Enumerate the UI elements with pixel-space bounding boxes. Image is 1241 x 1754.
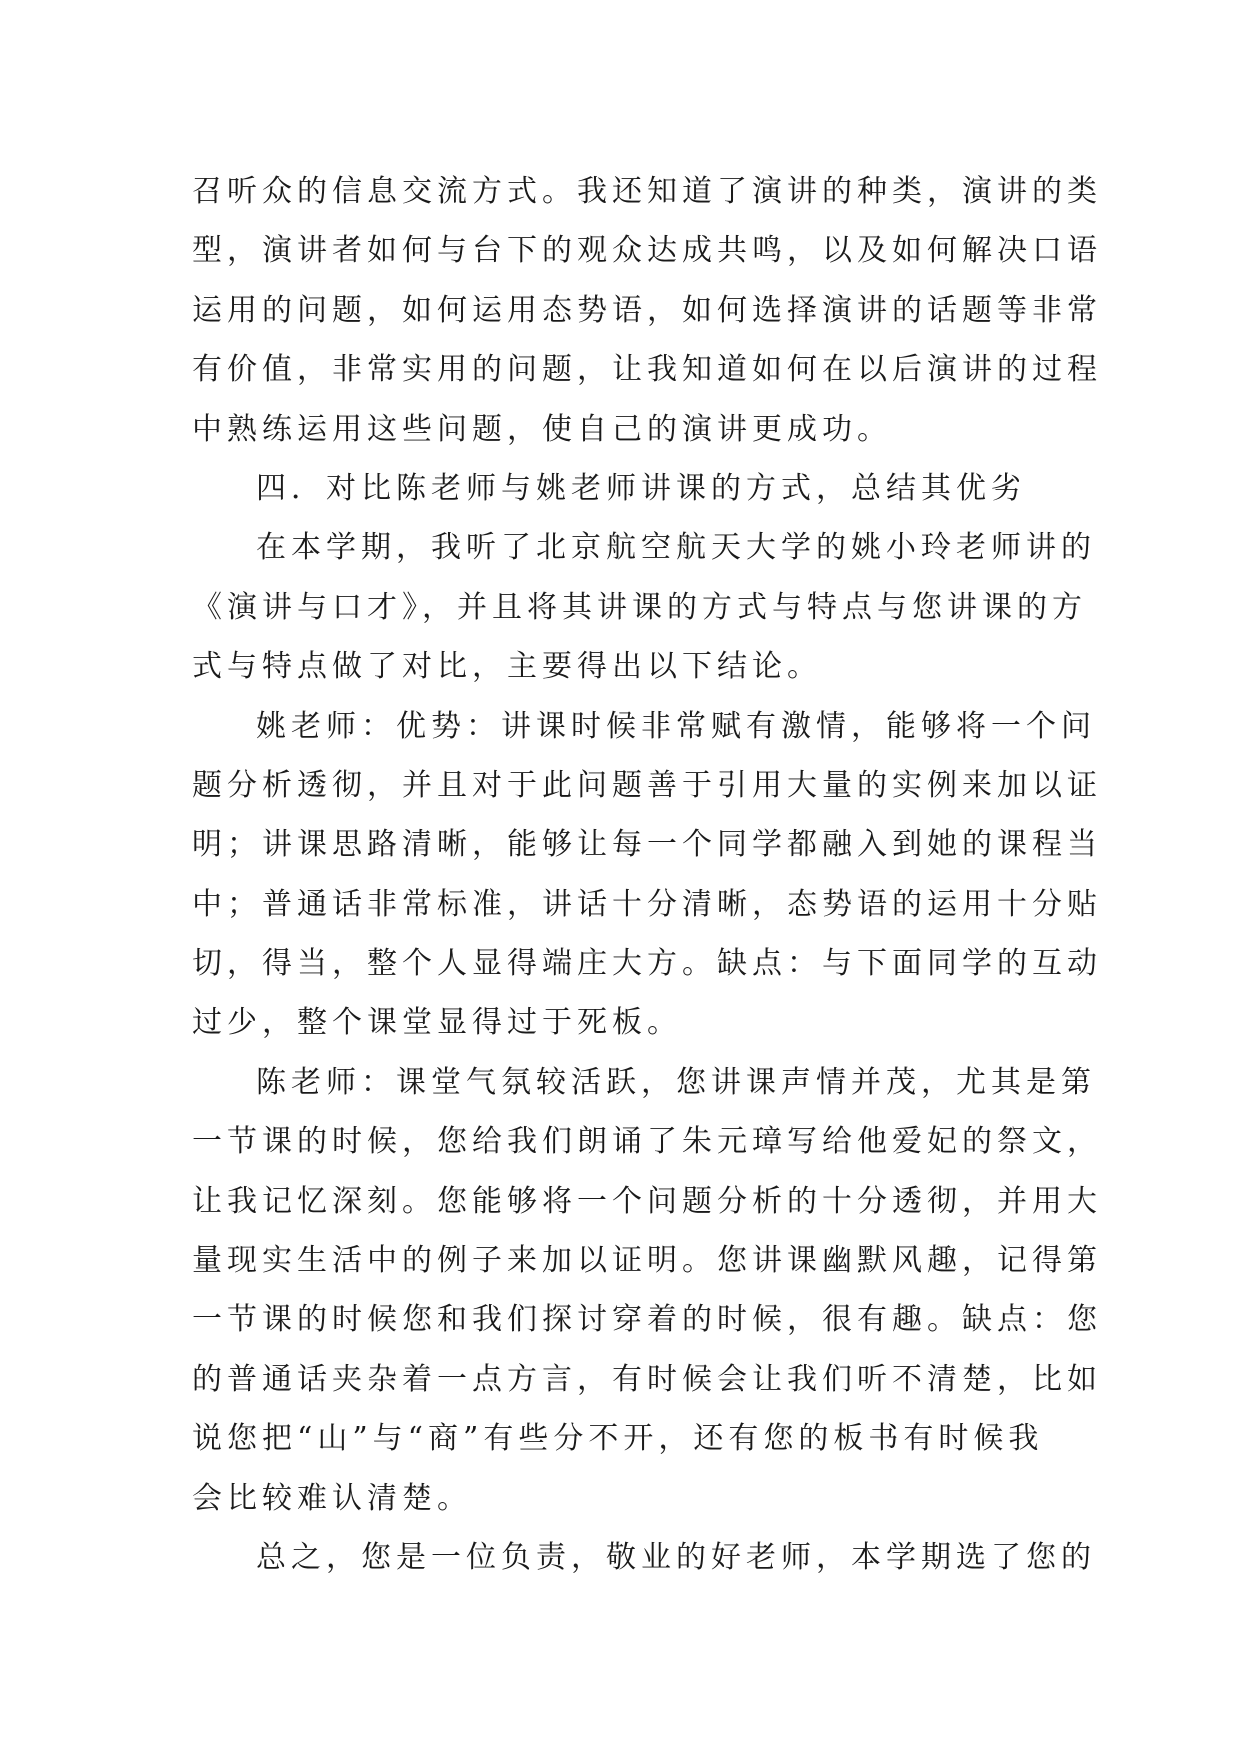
section-heading: 四．对比陈老师与姚老师讲课的方式，总结其优劣 [256,470,1026,506]
text-line: 会比较难认清楚。 [192,1480,472,1516]
text-line: 中；普通话非常标准，讲话十分清晰，态势语的运用十分贴 [192,886,1102,922]
text-line: 陈老师：课堂气氛较活跃，您讲课声情并茂，尤其是第 [256,1064,1096,1100]
text-line: 型，演讲者如何与台下的观众达成共鸣，以及如何解决口语 [192,233,1102,269]
text-line: 《演讲与口才》，并且将其讲课的方式与特点与您讲课的方 [192,589,1087,625]
text-line: 在本学期，我听了北京航空航天大学的姚小玲老师讲的 [256,530,1096,566]
text-line: 量现实生活中的例子来加以证明。您讲课幽默风趣，记得第 [192,1243,1102,1279]
text-line: 让我记忆深刻。您能够将一个问题分析的十分透彻，并用大 [192,1183,1102,1219]
text-line: 中熟练运用这些问题，使自己的演讲更成功。 [192,411,892,447]
text-line: 召听众的信息交流方式。我还知道了演讲的种类，演讲的类 [192,174,1102,209]
text-line: 一节课的时候您和我们探讨穿着的时候，很有趣。缺点：您 [192,1302,1102,1338]
document-body [192,162,1102,1587]
text-line: 明；讲课思路清晰，能够让每一个同学都融入到她的课程当 [192,827,1102,863]
text-line: 姚老师：优势：讲课时候非常赋有激情，能够将一个问 [256,708,1096,744]
text-line: 运用的问题，如何运用态势语，如何选择演讲的话题等非常 [192,292,1102,328]
text-line: 式与特点做了对比，主要得出以下结论。 [192,649,822,685]
text-line: 说您把“山”与“商”有些分不开，还有您的板书有时候我 [192,1421,1044,1457]
text-line: 题分析透彻，并且对于此问题善于引用大量的实例来加以证 [192,767,1102,803]
text-line: 总之，您是一位负责，敬业的好老师，本学期选了您的 [256,1539,1096,1575]
text-line: 切，得当，整个人显得端庄大方。缺点：与下面同学的互动 [192,946,1102,982]
text-line: 的普通话夹杂着一点方言，有时候会让我们听不清楚，比如 [192,1361,1102,1397]
text-line: 过少，整个课堂显得过于死板。 [192,1005,682,1041]
text-line: 有价值，非常实用的问题，让我知道如何在以后演讲的过程 [192,352,1102,388]
text-line: 一节课的时候，您给我们朗诵了朱元璋写给他爱妃的祭文， [192,1124,1102,1160]
